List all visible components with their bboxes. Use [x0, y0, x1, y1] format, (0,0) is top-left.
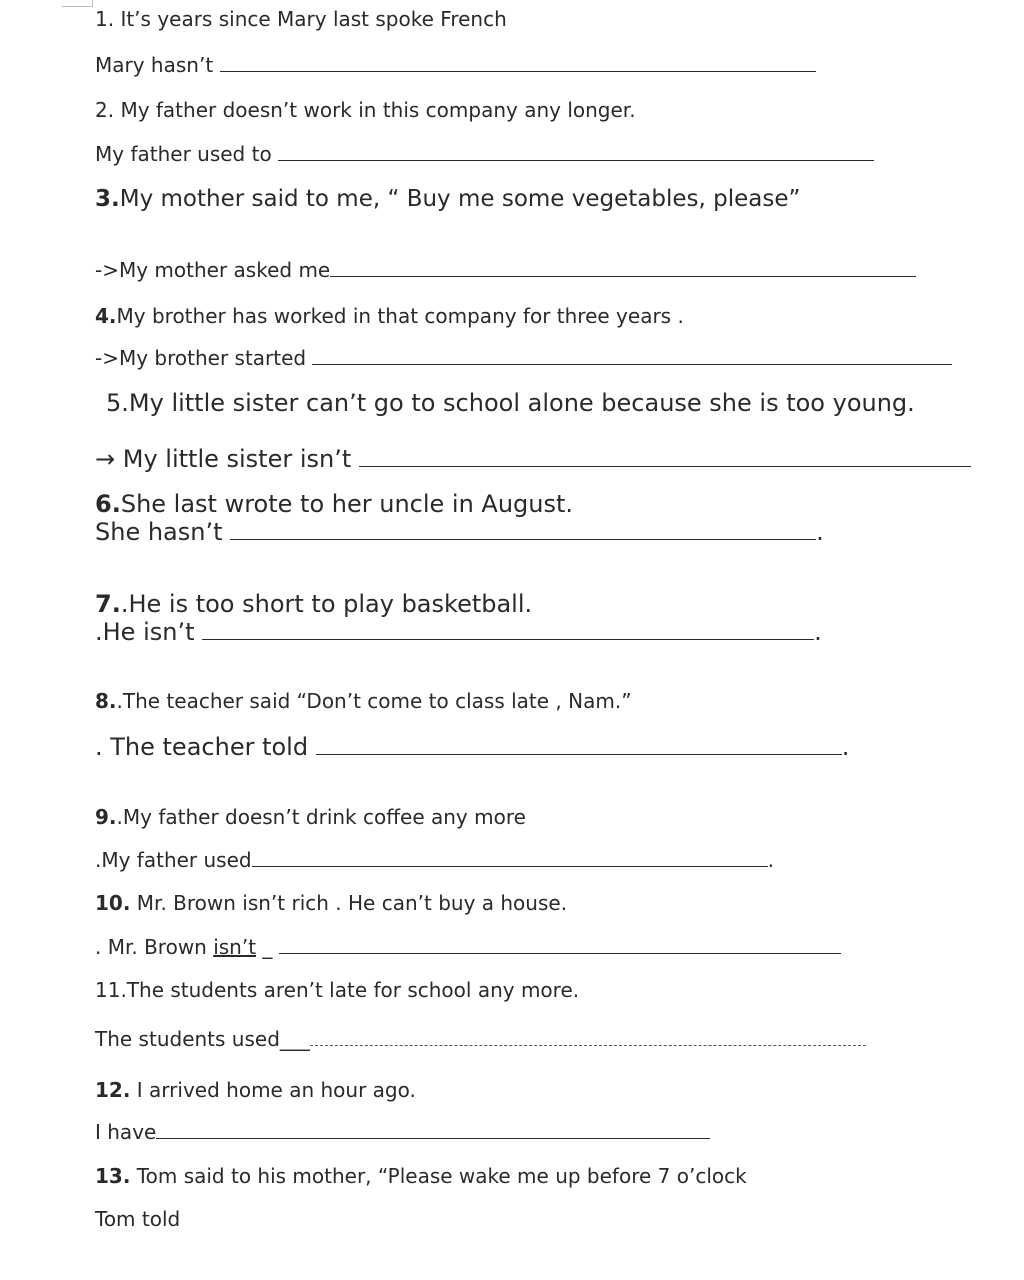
- answer-blank-12[interactable]: [156, 1137, 710, 1139]
- answer-blank-7[interactable]: [202, 638, 814, 640]
- answer-3: ->My mother asked me: [95, 260, 916, 280]
- answer-9: .My father used .: [95, 848, 774, 872]
- question-12: 12. I arrived home an hour ago.: [95, 1078, 416, 1102]
- answer-10: . Mr. Brown isn’t _: [95, 937, 841, 957]
- question-7: 7..He is too short to play basketball.: [95, 590, 533, 618]
- answer-blank-6[interactable]: [230, 538, 816, 540]
- question-1: 1. It’s years since Mary last spoke French: [95, 7, 507, 31]
- answer-2: My father used to: [95, 144, 874, 164]
- arrow-icon: →: [95, 445, 116, 473]
- question-3: 3.My mother said to me, “ Buy me some vegetables, please”: [95, 186, 801, 212]
- answer-5: → My little sister isn’t: [95, 447, 971, 471]
- answer-blank-4[interactable]: [312, 363, 952, 365]
- question-8: 8..The teacher said “Don’t come to class late , Nam.”: [95, 689, 632, 713]
- page-corner-mark: [62, 0, 93, 7]
- answer-blank-5[interactable]: [359, 465, 971, 467]
- question-5: 5.My little sister can’t go to school alone because she is too young.: [106, 389, 915, 417]
- question-2: 2. My father doesn’t work in this company any longer.: [95, 98, 636, 122]
- answer-13: Tom told: [95, 1207, 181, 1231]
- answer-blank-3[interactable]: [330, 275, 916, 277]
- question-9: 9..My father doesn’t drink coffee any more: [95, 805, 526, 829]
- question-6: 6.She last wrote to her uncle in August.: [95, 490, 574, 518]
- answer-blank-1[interactable]: [220, 70, 816, 72]
- answer-4: ->My brother started: [95, 348, 952, 368]
- question-11: 11.The students aren’t late for school any more.: [95, 978, 580, 1002]
- answer-blank-10[interactable]: [279, 952, 841, 954]
- answer-blank-9[interactable]: [252, 865, 768, 867]
- answer-blank-8[interactable]: [316, 753, 842, 755]
- answer-blank-11[interactable]: [310, 1045, 866, 1046]
- answer-blank-2[interactable]: [278, 159, 874, 161]
- question-10: 10. Mr. Brown isn’t rich . He can’t buy a house.: [95, 891, 568, 915]
- answer-7: .He isn’t .: [95, 618, 822, 646]
- question-13: 13. Tom said to his mother, “Please wake me up before 7 o’clock: [95, 1164, 747, 1188]
- answer-11: The students used___: [95, 1029, 866, 1049]
- answer-6: She hasn’t .: [95, 518, 824, 546]
- answer-12: I have: [95, 1122, 710, 1142]
- answer-1: Mary hasn’t: [95, 55, 816, 75]
- question-4: 4.My brother has worked in that company for three years .: [95, 304, 684, 328]
- answer-8: . The teacher told .: [95, 733, 850, 761]
